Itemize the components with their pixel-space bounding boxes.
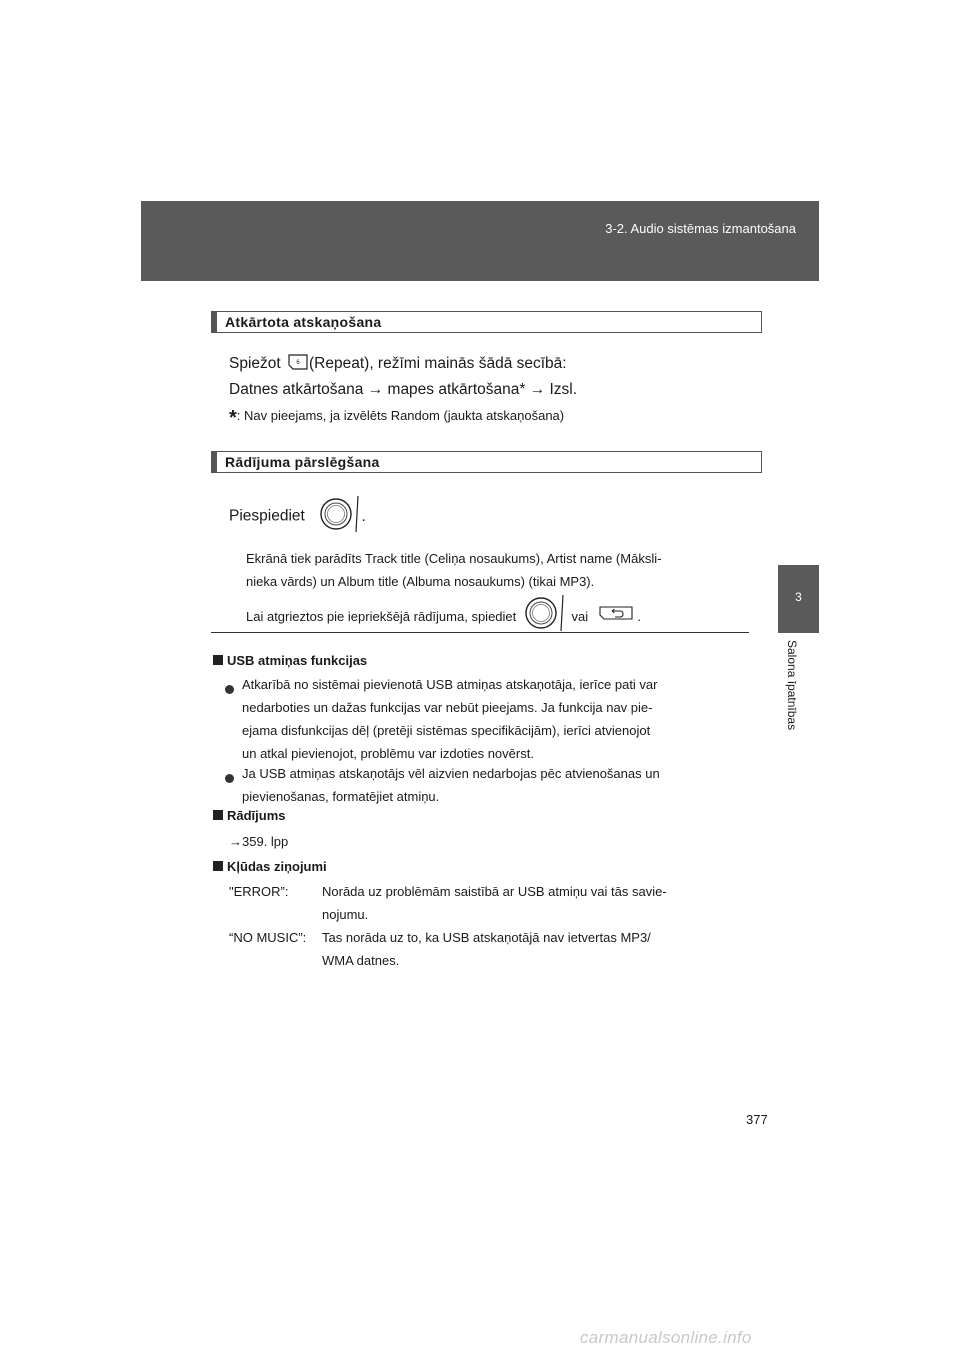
repeat-line1 <box>229 353 567 376</box>
usb-p1-l4: un atkal pievienojot, problēmu var izdoties novērst. <box>242 746 534 761</box>
errors-title-line <box>213 855 327 878</box>
section-title: 3-2. Audio sistēmas izmantošana <box>605 221 796 236</box>
usb-p1-l3: ejama disfunkcijas dēļ (pretēji sistēmas specifikācijām), ierīci atvienojot <box>242 723 651 738</box>
back-button-icon <box>598 605 634 628</box>
return-or: vai <box>571 609 589 624</box>
header-band <box>141 201 819 281</box>
display-desc-1: Ekrānā tiek parādīts Track title (Celiņa nosaukums), Artist name (Māksli- <box>246 551 662 566</box>
press-line <box>229 494 366 530</box>
square-bullet-icon <box>213 810 223 820</box>
repeat-line1-post: (Repeat), režīmi mainās šādā secībā: <box>309 355 567 372</box>
usb-title: USB atmiņas funkcijas <box>227 653 368 668</box>
chapter-label: Salona īpatnības <box>785 640 799 731</box>
repeat-sequence: Datnes atkārtošana → mapes atkārtošana* → Izsl. <box>229 381 578 398</box>
usb-p2-l1: Ja USB atmiņas atskaņotājs vēl aizvien nedarbojas pēc atvienošanas un <box>242 766 660 781</box>
usb-p2-bullet-icon <box>225 770 234 788</box>
error-desc-1-l1: Norāda uz problēmām saistībā ar USB atmiņu vai tās savie- <box>322 884 667 899</box>
display-desc-2: nieka vārds) un Album title (Albuma nosaukums) (tikai MP3). <box>246 574 595 589</box>
radijums-ref[interactable]: →359. lpp <box>229 834 289 849</box>
error-desc-2-l1: Tas norāda uz to, ka USB atskaņotājā nav ietvertas MP3/ <box>322 930 651 945</box>
return-line <box>246 593 641 633</box>
divider <box>211 632 749 633</box>
errors-title: Kļūdas ziņojumi <box>227 859 327 874</box>
press-end: . <box>361 507 366 525</box>
error-code-2: “NO MUSIC”: <box>229 930 307 945</box>
usb-p1-l2: nedarboties un dažas funkcijas var nebūt pieejams. Ja funkcija nav pie- <box>242 700 653 715</box>
usb-p2-l2: pievienošanas, formatējiet atmiņu. <box>242 789 440 804</box>
heading-display-switch: Rādījuma pārslēgšana <box>211 451 762 473</box>
footnote-text: : Nav pieejams, ja izvēlēts Random (jaukta atskaņošana) <box>236 408 565 423</box>
page-number: 377 <box>746 1112 768 1127</box>
watermark: carmanualsonline.info <box>580 1328 752 1347</box>
footnote-star: * <box>229 407 237 429</box>
usb-p1-bullet-icon <box>225 681 234 699</box>
radijums-title: Rādījums <box>227 808 286 823</box>
repeat-line1-pre: Spiežot <box>229 355 281 372</box>
return-end: . <box>637 609 642 624</box>
usb-p1-l1: Atkarībā no sistēmai pievienotā USB atmiņas atskaņotāja, ierīce pati var <box>242 677 658 692</box>
chapter-number: 3 <box>795 590 802 604</box>
repeat-icon-digit: 6 <box>296 360 300 366</box>
disp-knob-icon <box>317 494 366 539</box>
repeat-footnote <box>229 407 564 430</box>
error-desc-2-l2: WMA datnes. <box>322 953 400 968</box>
heading-repeat: Atkārtota atskaņošana <box>211 311 762 333</box>
return-text: Lai atgrieztos pie iepriekšējā rādījuma, spiediet <box>246 609 517 624</box>
press-text: Piespiediet <box>229 507 305 525</box>
error-code-1: "ERROR”: <box>229 884 289 899</box>
square-bullet-icon <box>213 861 223 871</box>
error-desc-1-l2: nojumu. <box>322 907 369 922</box>
usb-title-line <box>213 649 367 672</box>
square-bullet-icon <box>213 655 223 665</box>
repeat-button-icon <box>287 353 309 376</box>
radijums-title-line <box>213 804 286 827</box>
